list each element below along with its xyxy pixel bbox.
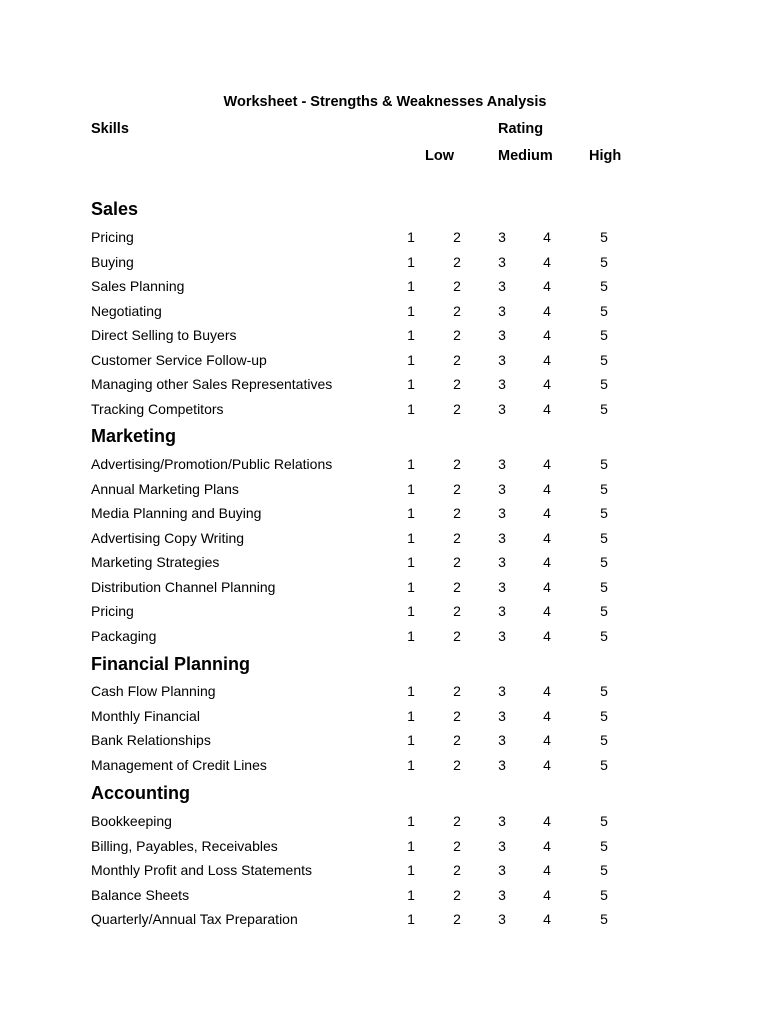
rating-option-5[interactable]: 5 [600, 813, 608, 829]
rating-option-1[interactable]: 1 [407, 400, 415, 417]
rating-option-1[interactable]: 1 [407, 911, 415, 927]
rating-option-3[interactable]: 3 [498, 707, 506, 724]
rating-option-1[interactable]: 1 [407, 732, 415, 748]
rating-option-3[interactable]: 3 [498, 327, 506, 343]
rating-option-3[interactable]: 3 [498, 837, 506, 854]
skill-label: Balance Sheets [91, 886, 190, 903]
rating-option-3[interactable]: 3 [498, 627, 506, 644]
rating-option-5[interactable]: 5 [600, 707, 608, 724]
rating-option-4[interactable]: 4 [543, 707, 551, 724]
rating-option-3[interactable]: 3 [498, 603, 506, 619]
skill-label: Direct Selling to Buyers [91, 327, 237, 343]
skill-row [0, 278, 770, 298]
rating-option-5[interactable]: 5 [600, 578, 608, 595]
skill-label: Monthly Financial [91, 707, 200, 724]
rating-option-4[interactable]: 4 [543, 603, 551, 619]
rating-option-2[interactable]: 2 [453, 862, 461, 878]
rating-option-2[interactable]: 2 [453, 529, 461, 546]
rating-option-2[interactable]: 2 [453, 707, 461, 724]
rating-option-1[interactable]: 1 [407, 505, 415, 521]
skill-row [0, 862, 770, 882]
skill-label: Distribution Channel Planning [91, 578, 276, 595]
rating-option-3[interactable]: 3 [498, 302, 506, 319]
skill-label: Monthly Profit and Loss Statements [91, 862, 312, 878]
skill-label: Media Planning and Buying [91, 505, 262, 521]
high-rating-header: High [589, 148, 622, 164]
skill-row [0, 579, 770, 599]
rating-option-3[interactable]: 3 [498, 813, 506, 829]
skill-label: Quarterly/Annual Tax Preparation [91, 911, 298, 927]
rating-option-2[interactable]: 2 [453, 229, 461, 245]
rating-option-1[interactable]: 1 [407, 554, 415, 570]
rating-option-4[interactable]: 4 [543, 351, 551, 368]
rating-option-1[interactable]: 1 [407, 886, 415, 903]
rating-option-3[interactable]: 3 [498, 505, 506, 521]
skill-row [0, 254, 770, 274]
rating-option-5[interactable]: 5 [600, 683, 608, 699]
rating-option-1[interactable]: 1 [407, 603, 415, 619]
section-title: Sales [91, 199, 139, 219]
rating-option-1[interactable]: 1 [407, 837, 415, 854]
skill-label: Cash Flow Planning [91, 683, 216, 699]
rating-option-4[interactable]: 4 [543, 253, 551, 270]
rating-option-4[interactable]: 4 [543, 400, 551, 417]
skill-label: Sales Planning [91, 278, 185, 294]
rating-option-1[interactable]: 1 [407, 253, 415, 270]
rating-option-3[interactable]: 3 [498, 578, 506, 595]
rating-option-1[interactable]: 1 [407, 351, 415, 368]
rating-option-5[interactable]: 5 [600, 480, 608, 497]
rating-option-4[interactable]: 4 [543, 837, 551, 854]
rating-option-4[interactable]: 4 [543, 627, 551, 644]
rating-option-4[interactable]: 4 [543, 376, 551, 392]
rating-option-2[interactable]: 2 [453, 683, 461, 699]
rating-option-3[interactable]: 3 [498, 229, 506, 245]
rating-option-3[interactable]: 3 [498, 456, 506, 472]
skill-label: Buying [91, 253, 134, 270]
rating-option-3[interactable]: 3 [498, 376, 506, 392]
skill-row [0, 376, 770, 396]
skill-row [0, 708, 770, 728]
rating-option-2[interactable]: 2 [453, 351, 461, 368]
rating-option-1[interactable]: 1 [407, 229, 415, 245]
rating-option-2[interactable]: 2 [453, 400, 461, 417]
low-rating-header: Low [425, 148, 454, 164]
rating-option-1[interactable]: 1 [407, 278, 415, 294]
rating-option-3[interactable]: 3 [498, 278, 506, 294]
rating-option-5[interactable]: 5 [600, 229, 608, 245]
rating-option-3[interactable]: 3 [498, 862, 506, 878]
rating-option-4[interactable]: 4 [543, 813, 551, 829]
skill-row [0, 813, 770, 833]
rating-option-2[interactable]: 2 [453, 480, 461, 497]
rating-option-4[interactable]: 4 [543, 480, 551, 497]
rating-option-5[interactable]: 5 [600, 505, 608, 521]
skill-label: Pricing [91, 603, 134, 619]
rating-option-3[interactable]: 3 [498, 911, 506, 927]
page-title: Worksheet - Strengths & Weaknesses Analysis [223, 94, 547, 110]
rating-option-1[interactable]: 1 [407, 683, 415, 699]
skill-row [0, 456, 770, 476]
rating-option-5[interactable]: 5 [600, 862, 608, 878]
rating-option-2[interactable]: 2 [453, 756, 461, 773]
rating-option-2[interactable]: 2 [453, 886, 461, 903]
rating-option-4[interactable]: 4 [543, 732, 551, 748]
skill-row [0, 911, 770, 931]
rating-option-3[interactable]: 3 [498, 683, 506, 699]
skill-row [0, 757, 770, 777]
skill-label: Management of Credit Lines [91, 756, 267, 773]
rating-option-4[interactable]: 4 [543, 456, 551, 472]
rating-option-3[interactable]: 3 [498, 886, 506, 903]
rating-option-5[interactable]: 5 [600, 253, 608, 270]
rating-option-5[interactable]: 5 [600, 376, 608, 392]
rating-option-4[interactable]: 4 [543, 578, 551, 595]
skill-label: Managing other Sales Representatives [91, 376, 333, 392]
rating-option-5[interactable]: 5 [600, 529, 608, 546]
rating-option-1[interactable]: 1 [407, 327, 415, 343]
rating-option-1[interactable]: 1 [407, 376, 415, 392]
rating-option-5[interactable]: 5 [600, 886, 608, 903]
section-title: Marketing [91, 426, 177, 446]
rating-option-5[interactable]: 5 [600, 302, 608, 319]
rating-option-2[interactable]: 2 [453, 376, 461, 392]
rating-option-3[interactable]: 3 [498, 554, 506, 570]
skill-row [0, 401, 770, 421]
rating-option-2[interactable]: 2 [453, 554, 461, 570]
skill-label: Negotiating [91, 302, 162, 319]
skill-row [0, 229, 770, 249]
rating-option-2[interactable]: 2 [453, 813, 461, 829]
rating-option-1[interactable]: 1 [407, 578, 415, 595]
rating-option-4[interactable]: 4 [543, 886, 551, 903]
skill-row [0, 327, 770, 347]
skill-label: Packaging [91, 627, 157, 644]
skill-row [0, 554, 770, 574]
skill-label: Pricing [91, 229, 134, 245]
rating-option-4[interactable]: 4 [543, 911, 551, 927]
skill-row [0, 603, 770, 623]
skill-row [0, 628, 770, 648]
skill-label: Annual Marketing Plans [91, 480, 239, 497]
skill-label: Advertising Copy Writing [91, 529, 245, 546]
rating-option-4[interactable]: 4 [543, 529, 551, 546]
rating-option-1[interactable]: 1 [407, 862, 415, 878]
skill-label: Bookkeeping [91, 813, 172, 829]
rating-option-1[interactable]: 1 [407, 707, 415, 724]
rating-option-4[interactable]: 4 [543, 554, 551, 570]
rating-option-4[interactable]: 4 [543, 505, 551, 521]
rating-option-5[interactable]: 5 [600, 603, 608, 619]
rating-option-5[interactable]: 5 [600, 554, 608, 570]
rating-option-1[interactable]: 1 [407, 756, 415, 773]
rating-option-2[interactable]: 2 [453, 456, 461, 472]
rating-option-5[interactable]: 5 [600, 911, 608, 927]
rating-option-3[interactable]: 3 [498, 732, 506, 748]
section-title: Accounting [91, 783, 190, 803]
rating-option-1[interactable]: 1 [407, 456, 415, 472]
rating-option-2[interactable]: 2 [453, 327, 461, 343]
skill-row [0, 530, 770, 550]
rating-option-1[interactable]: 1 [407, 813, 415, 829]
rating-column-header: Rating [498, 121, 544, 137]
rating-option-5[interactable]: 5 [600, 732, 608, 748]
rating-option-4[interactable]: 4 [543, 862, 551, 878]
rating-option-5[interactable]: 5 [600, 327, 608, 343]
skill-label: Billing, Payables, Receivables [91, 837, 278, 854]
rating-option-4[interactable]: 4 [543, 327, 551, 343]
rating-option-5[interactable]: 5 [600, 837, 608, 854]
rating-option-5[interactable]: 5 [600, 627, 608, 644]
rating-option-5[interactable]: 5 [600, 756, 608, 773]
skills-column-header: Skills [91, 121, 129, 137]
rating-option-2[interactable]: 2 [453, 627, 461, 644]
rating-option-2[interactable]: 2 [453, 837, 461, 854]
rating-option-3[interactable]: 3 [498, 529, 506, 546]
rating-option-4[interactable]: 4 [543, 278, 551, 294]
rating-option-1[interactable]: 1 [407, 529, 415, 546]
skill-row [0, 352, 770, 372]
skill-label: Marketing Strategies [91, 554, 220, 570]
skill-row [0, 838, 770, 858]
rating-option-3[interactable]: 3 [498, 400, 506, 417]
skill-label: Advertising/Promotion/Public Relations [91, 456, 333, 472]
skill-row [0, 505, 770, 525]
rating-option-2[interactable]: 2 [453, 278, 461, 294]
rating-option-5[interactable]: 5 [600, 400, 608, 417]
rating-option-4[interactable]: 4 [543, 756, 551, 773]
rating-option-5[interactable]: 5 [600, 456, 608, 472]
skill-row [0, 683, 770, 703]
skill-row [0, 887, 770, 907]
rating-option-2[interactable]: 2 [453, 603, 461, 619]
rating-option-3[interactable]: 3 [498, 253, 506, 270]
rating-option-4[interactable]: 4 [543, 229, 551, 245]
skill-label: Tracking Competitors [91, 400, 224, 417]
rating-option-3[interactable]: 3 [498, 756, 506, 773]
rating-option-5[interactable]: 5 [600, 351, 608, 368]
rating-option-1[interactable]: 1 [407, 627, 415, 644]
section-title: Financial Planning [91, 654, 251, 674]
rating-option-2[interactable]: 2 [453, 253, 461, 270]
rating-option-2[interactable]: 2 [453, 578, 461, 595]
rating-option-1[interactable]: 1 [407, 302, 415, 319]
rating-option-4[interactable]: 4 [543, 302, 551, 319]
rating-option-1[interactable]: 1 [407, 480, 415, 497]
rating-option-2[interactable]: 2 [453, 911, 461, 927]
skill-row [0, 732, 770, 752]
rating-option-2[interactable]: 2 [453, 302, 461, 319]
rating-option-2[interactable]: 2 [453, 732, 461, 748]
medium-rating-header: Medium [498, 148, 553, 164]
skill-row [0, 303, 770, 323]
skill-label: Customer Service Follow-up [91, 351, 267, 368]
rating-option-4[interactable]: 4 [543, 683, 551, 699]
rating-option-3[interactable]: 3 [498, 480, 506, 497]
skill-row [0, 481, 770, 501]
skill-label: Bank Relationships [91, 732, 211, 748]
rating-option-3[interactable]: 3 [498, 351, 506, 368]
rating-option-2[interactable]: 2 [453, 505, 461, 521]
rating-option-5[interactable]: 5 [600, 278, 608, 294]
